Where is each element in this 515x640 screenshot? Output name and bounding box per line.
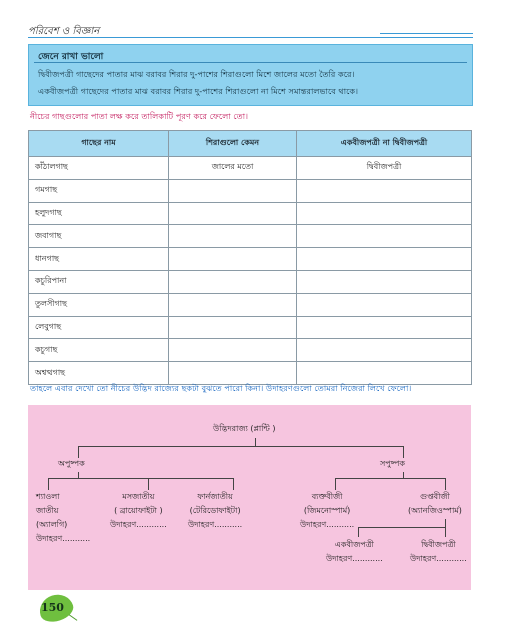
cotyledon-cell[interactable] — [297, 362, 472, 385]
vein-type-cell[interactable] — [169, 225, 297, 248]
tree-node-monocot — [326, 538, 383, 566]
tree-connector — [335, 478, 445, 479]
table-row — [29, 270, 472, 293]
tree-node-phanerogams: সপুষ্পক — [380, 459, 406, 468]
gymnosperm-scientific: (জিমনোস্পার্ম) — [303, 506, 351, 515]
table-row — [29, 248, 472, 271]
gymnosperm-name: ব্যক্তবীজী — [311, 492, 343, 501]
leaf-stem-icon — [69, 614, 78, 621]
angiosperm-name: গুপ্তবীজী — [420, 492, 450, 501]
header-divider — [28, 37, 473, 38]
table-row — [29, 362, 472, 385]
cotyledon-cell[interactable]: দ্বিবীজপত্রী — [297, 157, 472, 180]
info-box — [28, 44, 473, 106]
tree-node-fern — [188, 490, 242, 532]
vein-type-cell[interactable] — [169, 248, 297, 271]
tree-connector — [445, 478, 446, 490]
table-row — [29, 293, 472, 316]
plant-name-cell: অশ্বত্থগাছ — [29, 362, 169, 385]
plant-name-cell: কাঁঠালগাছ — [29, 157, 169, 180]
running-header-title: পরিবেশ ও বিজ্ঞান — [28, 26, 100, 37]
tree-connector — [48, 478, 49, 490]
plant-name-cell: গমগাছ — [29, 179, 169, 202]
tree-connector — [335, 478, 336, 490]
tree-node-dicot — [410, 538, 467, 566]
algae-name: শ্যাওলা — [36, 492, 60, 501]
plant-kingdom-chart — [28, 405, 471, 590]
cotyledon-cell[interactable] — [297, 248, 472, 271]
tree-connector — [358, 527, 359, 537]
vein-type-cell[interactable] — [169, 339, 297, 362]
table-row — [29, 179, 472, 202]
table-row — [29, 202, 472, 225]
tree-connector — [233, 478, 234, 490]
tree-connector — [445, 527, 446, 537]
algae-scientific: (অ্যালগি) — [36, 520, 68, 529]
plant-name-cell: কচুগাছ — [29, 339, 169, 362]
plant-name-cell: তুলসীগাছ — [29, 293, 169, 316]
tree-node-cryptogams: অপুষ্পক — [58, 459, 85, 468]
plant-name-cell: হলুদগাছ — [29, 202, 169, 225]
tree-instruction: তাহলে এবার দেখো তো নীচের উদ্ভিদ রাজ্যের ছকটা বুঝতে পারো কিনা। উদাহরণগুলো তোমরা নিজেরা লিখে ফেলো। — [30, 383, 412, 393]
header-accent-line — [380, 33, 473, 34]
page-number: 150 — [41, 601, 64, 614]
cotyledon-cell[interactable] — [297, 316, 472, 339]
plant-name-cell: জবাগাছ — [29, 225, 169, 248]
moss-example[interactable]: উদাহরণ............ — [110, 520, 167, 529]
vein-type-cell[interactable] — [169, 293, 297, 316]
tree-connector — [48, 478, 233, 479]
gymnosperm-example[interactable]: উদাহরণ........... — [300, 520, 355, 529]
table-instruction: নীচের গাছগুলোর পাতা লক্ষ করে তালিকাটি পূরণ করে ফেলো তো। — [30, 111, 249, 121]
angiosperm-scientific: (অ্যানজিওস্পার্ম) — [408, 506, 462, 515]
algae-example[interactable]: উদাহরণ........... — [36, 534, 91, 543]
cotyledon-cell[interactable] — [297, 339, 472, 362]
tree-node-moss — [110, 490, 167, 532]
info-box-title: জেনে রাখা ভালো — [38, 52, 104, 62]
table-row — [29, 157, 472, 180]
vein-type-cell[interactable] — [169, 179, 297, 202]
fern-example[interactable]: উদাহরণ........... — [188, 520, 243, 529]
header-cotyledon-type: একবীজপত্রী না দ্বিবীজপত্রী — [297, 131, 472, 157]
algae-type: জাতীয় — [36, 506, 59, 515]
cotyledon-cell[interactable] — [297, 270, 472, 293]
vein-type-cell[interactable] — [169, 202, 297, 225]
info-box-divider — [34, 62, 467, 63]
tree-node-angiosperm — [408, 490, 462, 518]
table-row — [29, 225, 472, 248]
monocot-name: একবীজপত্রী — [334, 540, 374, 549]
table-row — [29, 339, 472, 362]
leaf-vein-table — [28, 130, 472, 385]
tree-connector — [358, 527, 445, 528]
cotyledon-cell[interactable] — [297, 225, 472, 248]
tree-node-algae — [36, 490, 90, 546]
tree-connector — [78, 446, 403, 447]
table-row — [29, 316, 472, 339]
dicot-name: দ্বিবীজপত্রী — [421, 540, 456, 549]
plant-name-cell: লেবুগাছ — [29, 316, 169, 339]
fern-name: ফার্নজাতীয় — [197, 492, 233, 501]
header-vein-type: শিরাগুলো কেমন — [169, 131, 297, 157]
dicot-example[interactable]: উদাহরণ............ — [410, 554, 467, 563]
tree-connector — [255, 438, 256, 446]
table-header-row — [29, 131, 472, 157]
moss-scientific: ( ব্রায়োফাইটা ) — [114, 506, 163, 515]
fern-scientific: (টেরিডোফাইটা) — [189, 506, 241, 515]
cotyledon-cell[interactable] — [297, 202, 472, 225]
moss-name: মসজাতীয় — [122, 492, 155, 501]
monocot-example[interactable]: উদাহরণ............ — [326, 554, 383, 563]
info-box-line-dicot: দ্বিবীজপত্রী গাছেদের পাতার মাঝ বরাবর শিরার দু-পাশের শিরাগুলো মিশে জালের মতো তৈরি করে। — [38, 69, 355, 79]
tree-root-plantae: উদ্ভিদরাজ্য (প্লান্টি ) — [213, 424, 276, 433]
cotyledon-cell[interactable] — [297, 179, 472, 202]
vein-type-cell[interactable] — [169, 362, 297, 385]
vein-type-cell[interactable] — [169, 270, 297, 293]
plant-name-cell: কচুরিপানা — [29, 270, 169, 293]
plant-name-cell: ধানগাছ — [29, 248, 169, 271]
cotyledon-cell[interactable] — [297, 293, 472, 316]
tree-connector — [445, 519, 446, 527]
vein-type-cell[interactable] — [169, 316, 297, 339]
vein-type-cell[interactable]: জালের মতো — [169, 157, 297, 180]
info-box-line-monocot: একবীজপত্রী গাছেদের পাতার মাঝ বরাবর শিরার দু-পাশের শিরাগুলো না মিশে সমান্তরালভাবে থাকে। — [38, 86, 359, 96]
header-plant-name: গাছের নাম — [29, 131, 169, 157]
tree-connector — [148, 478, 149, 490]
tree-node-gymnosperm — [300, 490, 354, 532]
